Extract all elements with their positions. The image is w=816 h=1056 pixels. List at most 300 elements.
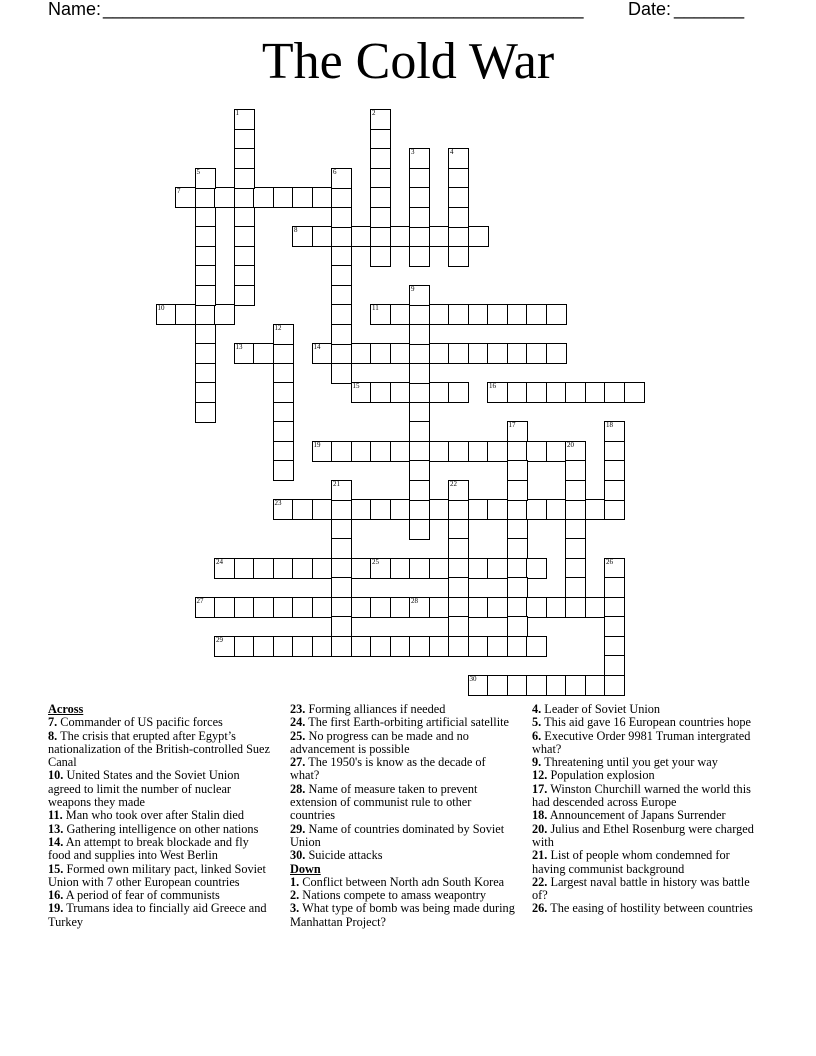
grid-cell[interactable] <box>253 597 274 618</box>
grid-cell[interactable] <box>214 636 235 657</box>
grid-cell[interactable] <box>156 304 177 325</box>
grid-cell[interactable] <box>507 499 528 520</box>
grid-cell[interactable] <box>429 226 450 247</box>
grid-cell[interactable] <box>214 597 235 618</box>
grid-cell[interactable] <box>195 265 216 286</box>
grid-cell[interactable] <box>390 382 411 403</box>
grid-cell[interactable] <box>448 480 469 501</box>
grid-cell[interactable] <box>546 499 567 520</box>
grid-cell[interactable] <box>331 480 352 501</box>
grid-cell[interactable] <box>351 441 372 462</box>
grid-cell[interactable] <box>507 636 528 657</box>
clue-number: 12. <box>532 768 548 783</box>
clue-number: 8 <box>294 226 298 234</box>
grid-cell[interactable] <box>331 363 352 384</box>
name-field[interactable]: ________________________________________________ <box>103 0 584 19</box>
grid-cell[interactable] <box>585 382 606 403</box>
grid-cell[interactable] <box>409 304 430 325</box>
grid-cell[interactable] <box>292 187 313 208</box>
grid-cell[interactable] <box>234 558 255 579</box>
clue-number: 22 <box>450 479 457 488</box>
grid-cell[interactable] <box>195 343 216 364</box>
clue-text: Forming alliances if needed <box>305 702 446 716</box>
grid-cell[interactable] <box>409 363 430 384</box>
grid-cell[interactable] <box>214 304 235 325</box>
grid-cell[interactable] <box>390 441 411 462</box>
grid-cell[interactable] <box>604 460 625 481</box>
grid-cell[interactable] <box>331 441 352 462</box>
grid-cell[interactable] <box>429 636 450 657</box>
across-clue <box>290 703 518 716</box>
grid-cell[interactable] <box>487 558 508 579</box>
grid-cell[interactable] <box>448 382 469 403</box>
grid-cell[interactable] <box>507 519 528 540</box>
name-label: Name: <box>48 0 102 19</box>
grid-cell[interactable] <box>546 441 567 462</box>
grid-cell[interactable] <box>507 577 528 598</box>
grid-cell[interactable] <box>487 499 508 520</box>
grid-cell[interactable] <box>351 382 372 403</box>
grid-cell[interactable] <box>292 558 313 579</box>
grid-cell[interactable] <box>604 636 625 657</box>
grid-cell[interactable] <box>468 597 489 618</box>
grid-cell[interactable] <box>390 343 411 364</box>
grid-cell[interactable] <box>565 597 586 618</box>
grid-cell[interactable] <box>234 285 255 306</box>
grid-cell[interactable] <box>195 285 216 306</box>
grid-cell[interactable] <box>234 129 255 150</box>
grid-cell[interactable] <box>565 577 586 598</box>
grid-cell[interactable] <box>526 597 547 618</box>
grid-cell[interactable] <box>487 343 508 364</box>
grid-cell[interactable] <box>195 402 216 423</box>
grid-cell[interactable] <box>585 675 606 696</box>
clue-text: Largest naval battle in history was battle of? <box>532 874 750 903</box>
down-clue-list <box>290 876 518 929</box>
clue-number: 12 <box>274 323 282 332</box>
grid-cell[interactable] <box>565 480 586 501</box>
page-title: The Cold War <box>261 33 555 90</box>
grid-cell[interactable] <box>273 441 294 462</box>
clue-number: 18. <box>532 808 548 823</box>
grid-cell[interactable] <box>370 382 391 403</box>
grid-cell[interactable] <box>370 148 391 169</box>
grid-cell[interactable] <box>409 421 430 442</box>
grid-cell[interactable] <box>175 187 196 208</box>
grid-cell[interactable] <box>546 597 567 618</box>
down-clue <box>532 730 760 757</box>
grid-cell[interactable] <box>507 616 528 637</box>
clue-number: 4 <box>450 148 454 156</box>
grid-cell[interactable] <box>331 285 352 306</box>
grid-cell[interactable] <box>234 109 255 130</box>
grid-cell[interactable] <box>448 616 469 637</box>
grid-cell[interactable] <box>604 480 625 501</box>
grid-cell[interactable] <box>331 499 352 520</box>
grid-cell[interactable] <box>448 577 469 598</box>
grid-cell[interactable] <box>468 499 489 520</box>
grid-cell[interactable] <box>351 226 372 247</box>
grid-cell[interactable] <box>312 343 333 364</box>
grid-cell[interactable] <box>448 597 469 618</box>
grid-cell[interactable] <box>448 148 469 169</box>
grid-cell[interactable] <box>487 675 508 696</box>
clue-number: 26. <box>532 901 548 916</box>
grid-cell[interactable] <box>292 226 313 247</box>
grid-cell[interactable] <box>312 636 333 657</box>
grid-cell[interactable] <box>468 343 489 364</box>
grid-cell[interactable] <box>351 558 372 579</box>
grid-cell[interactable] <box>234 636 255 657</box>
across-clue <box>290 756 518 783</box>
grid-cell[interactable] <box>565 382 586 403</box>
grid-cell[interactable] <box>370 441 391 462</box>
grid-cell[interactable] <box>370 129 391 150</box>
grid-cell[interactable] <box>370 597 391 618</box>
clue-text: Julius and Ethel Rosenburg were charged with <box>532 821 754 849</box>
grid-cell[interactable] <box>448 246 469 267</box>
grid-cell[interactable] <box>429 343 450 364</box>
grid-cell[interactable] <box>370 499 391 520</box>
grid-cell[interactable] <box>370 109 391 130</box>
clue-text: United States and the Soviet Union agreed to limit the number of nuclear weapons they made <box>48 768 240 810</box>
grid-cell[interactable] <box>273 499 294 520</box>
grid-cell[interactable] <box>507 421 528 442</box>
grid-cell[interactable] <box>468 675 489 696</box>
grid-cell[interactable] <box>312 499 333 520</box>
grid-cell[interactable] <box>253 343 274 364</box>
grid-cell[interactable] <box>195 363 216 384</box>
grid-cell[interactable] <box>195 226 216 247</box>
grid-cell[interactable] <box>526 675 547 696</box>
grid-cell[interactable] <box>565 499 586 520</box>
grid-cell[interactable] <box>604 597 625 618</box>
grid-cell[interactable] <box>312 597 333 618</box>
grid-cell[interactable] <box>390 226 411 247</box>
grid-cell[interactable] <box>312 226 333 247</box>
grid-cell[interactable] <box>175 304 196 325</box>
grid-cell[interactable] <box>195 324 216 345</box>
clue-number: 22. <box>532 874 548 889</box>
grid-cell[interactable] <box>468 226 489 247</box>
grid-cell[interactable] <box>370 246 391 267</box>
grid-cell[interactable] <box>195 207 216 228</box>
grid-cell[interactable] <box>370 304 391 325</box>
grid-cell[interactable] <box>234 187 255 208</box>
grid-cell[interactable] <box>409 597 430 618</box>
grid-cell[interactable] <box>331 577 352 598</box>
grid-cell[interactable] <box>351 343 372 364</box>
clue-text: An attempt to break blockade and fly food and supplies into West Berlin <box>48 834 249 863</box>
grid-cell[interactable] <box>234 246 255 267</box>
grid-cell[interactable] <box>624 382 645 403</box>
grid-cell[interactable] <box>273 402 294 423</box>
down-clue-list-continued <box>532 703 760 916</box>
grid-cell[interactable] <box>409 148 430 169</box>
down-clue <box>532 902 760 915</box>
grid-cell[interactable] <box>331 226 352 247</box>
grid-cell[interactable] <box>351 636 372 657</box>
clue-text: The crisis that erupted after Egypt’s nationalization of the British-controlled Suez Canal <box>48 728 270 770</box>
across-clue <box>290 730 518 757</box>
grid-cell[interactable] <box>234 226 255 247</box>
grid-cell[interactable] <box>604 441 625 462</box>
grid-cell[interactable] <box>448 343 469 364</box>
clue-number: 28. <box>290 781 306 796</box>
grid-cell[interactable] <box>487 636 508 657</box>
grid-cell[interactable] <box>370 168 391 189</box>
grid-cell[interactable] <box>409 558 430 579</box>
clue-text: The easing of hostility between countries <box>547 901 753 916</box>
grid-cell[interactable] <box>409 636 430 657</box>
grid-cell[interactable] <box>331 265 352 286</box>
clue-text: Man who took over after Stalin died <box>62 808 245 823</box>
grid-cell[interactable] <box>429 499 450 520</box>
grid-cell[interactable] <box>565 460 586 481</box>
grid-cell[interactable] <box>370 207 391 228</box>
grid-cell[interactable] <box>448 187 469 208</box>
clue-number: 21 <box>333 479 340 488</box>
grid-cell[interactable] <box>273 636 294 657</box>
clue-number: 7. <box>48 715 58 730</box>
grid-cell[interactable] <box>448 558 469 579</box>
grid-cell[interactable] <box>390 558 411 579</box>
grid-cell[interactable] <box>331 616 352 637</box>
grid-cell[interactable] <box>448 519 469 540</box>
grid-cell[interactable] <box>507 558 528 579</box>
grid-cell[interactable] <box>448 499 469 520</box>
grid-cell[interactable] <box>292 499 313 520</box>
grid-cell[interactable] <box>448 207 469 228</box>
grid-cell[interactable] <box>234 207 255 228</box>
grid-cell[interactable] <box>331 636 352 657</box>
down-clue <box>532 716 760 729</box>
grid-cell[interactable] <box>390 636 411 657</box>
grid-cell[interactable] <box>585 499 606 520</box>
grid-cell[interactable] <box>429 304 450 325</box>
grid-cell[interactable] <box>526 499 547 520</box>
grid-cell[interactable] <box>409 480 430 501</box>
grid-cell[interactable] <box>234 168 255 189</box>
clue-text: Gathering intelligence on other nations <box>63 821 259 836</box>
grid-cell[interactable] <box>273 597 294 618</box>
grid-cell[interactable] <box>604 577 625 598</box>
grid-cell[interactable] <box>331 304 352 325</box>
grid-cell[interactable] <box>565 538 586 559</box>
grid-cell[interactable] <box>507 597 528 618</box>
grid-cell[interactable] <box>195 168 216 189</box>
grid-cell[interactable] <box>234 148 255 169</box>
clue-number: 10 <box>157 304 165 312</box>
grid-cell[interactable] <box>448 441 469 462</box>
grid-cell[interactable] <box>292 636 313 657</box>
grid-cell[interactable] <box>370 558 391 579</box>
grid-cell[interactable] <box>292 597 313 618</box>
grid-cell[interactable] <box>370 343 391 364</box>
grid-cell[interactable] <box>604 616 625 637</box>
grid-cell[interactable] <box>195 304 216 325</box>
grid-cell[interactable] <box>312 441 333 462</box>
grid-cell[interactable] <box>409 246 430 267</box>
clue-number: 9 <box>411 284 415 293</box>
clue-number: 19 <box>313 440 321 449</box>
grid-cell[interactable] <box>390 304 411 325</box>
grid-cell[interactable] <box>507 304 528 325</box>
grid-cell[interactable] <box>487 304 508 325</box>
grid-cell[interactable] <box>429 382 450 403</box>
grid-cell[interactable] <box>604 382 625 403</box>
grid-cell[interactable] <box>253 187 274 208</box>
grid-cell[interactable] <box>273 460 294 481</box>
clue-number: 15. <box>48 861 64 876</box>
grid-cell[interactable] <box>585 597 606 618</box>
grid-cell[interactable] <box>526 558 547 579</box>
grid-cell[interactable] <box>351 499 372 520</box>
grid-cell[interactable] <box>409 324 430 345</box>
grid-cell[interactable] <box>234 343 255 364</box>
grid-cell[interactable] <box>273 187 294 208</box>
date-field[interactable]: _______ <box>674 0 745 19</box>
grid-cell[interactable] <box>448 168 469 189</box>
grid-cell[interactable] <box>604 558 625 579</box>
grid-cell[interactable] <box>234 597 255 618</box>
grid-cell[interactable] <box>409 226 430 247</box>
across-clue <box>48 863 274 890</box>
grid-cell[interactable] <box>487 441 508 462</box>
grid-cell[interactable] <box>507 480 528 501</box>
clue-number: 27 <box>196 596 204 605</box>
grid-cell[interactable] <box>214 187 235 208</box>
clue-number: 4. <box>532 702 542 716</box>
grid-cell[interactable] <box>273 382 294 403</box>
grid-cell[interactable] <box>370 226 391 247</box>
grid-cell[interactable] <box>507 460 528 481</box>
grid-cell[interactable] <box>214 558 235 579</box>
grid-cell[interactable] <box>331 343 352 364</box>
down-heading: Down <box>290 861 321 876</box>
grid-cell[interactable] <box>234 265 255 286</box>
grid-cell[interactable] <box>195 187 216 208</box>
grid-cell[interactable] <box>546 343 567 364</box>
grid-cell[interactable] <box>331 538 352 559</box>
across-clue <box>48 730 274 770</box>
grid-cell[interactable] <box>507 675 528 696</box>
grid-cell[interactable] <box>409 382 430 403</box>
grid-cell[interactable] <box>312 187 333 208</box>
grid-cell[interactable] <box>409 187 430 208</box>
grid-cell[interactable] <box>331 597 352 618</box>
grid-cell[interactable] <box>526 636 547 657</box>
grid-cell[interactable] <box>409 441 430 462</box>
grid-cell[interactable] <box>409 168 430 189</box>
grid-cell[interactable] <box>487 597 508 618</box>
grid-cell[interactable] <box>565 441 586 462</box>
across-clue-list-continued <box>290 703 518 863</box>
grid-cell[interactable] <box>370 187 391 208</box>
grid-cell[interactable] <box>273 421 294 442</box>
grid-cell[interactable] <box>448 304 469 325</box>
grid-cell[interactable] <box>409 499 430 520</box>
grid-cell[interactable] <box>409 519 430 540</box>
grid-cell[interactable] <box>409 285 430 306</box>
grid-cell[interactable] <box>331 519 352 540</box>
down-clue <box>532 703 760 716</box>
grid-cell[interactable] <box>448 538 469 559</box>
grid-cell[interactable] <box>409 460 430 481</box>
grid-cell[interactable] <box>507 441 528 462</box>
grid-cell[interactable] <box>448 636 469 657</box>
grid-cell[interactable] <box>487 382 508 403</box>
grid-cell[interactable] <box>253 636 274 657</box>
grid-cell[interactable] <box>507 343 528 364</box>
grid-cell[interactable] <box>390 597 411 618</box>
grid-cell[interactable] <box>331 207 352 228</box>
grid-cell[interactable] <box>429 558 450 579</box>
across-clue <box>290 849 518 862</box>
grid-cell[interactable] <box>195 597 216 618</box>
grid-cell[interactable] <box>331 558 352 579</box>
grid-cell[interactable] <box>195 382 216 403</box>
grid-cell[interactable] <box>195 246 216 267</box>
grid-cell[interactable] <box>604 421 625 442</box>
grid-cell[interactable] <box>331 168 352 189</box>
grid-cell[interactable] <box>409 207 430 228</box>
grid-cell[interactable] <box>546 382 567 403</box>
grid-cell[interactable] <box>507 382 528 403</box>
clue-number: 3. <box>290 901 300 916</box>
grid-cell[interactable] <box>273 343 294 364</box>
grid-cell[interactable] <box>526 441 547 462</box>
grid-cell[interactable] <box>331 246 352 267</box>
across-clue <box>48 769 274 809</box>
grid-cell[interactable] <box>565 519 586 540</box>
grid-cell[interactable] <box>273 324 294 345</box>
grid-cell[interactable] <box>351 597 372 618</box>
grid-cell[interactable] <box>370 636 391 657</box>
grid-cell[interactable] <box>390 499 411 520</box>
grid-cell[interactable] <box>273 558 294 579</box>
grid-cell[interactable] <box>604 499 625 520</box>
grid-cell[interactable] <box>526 343 547 364</box>
grid-cell[interactable] <box>526 382 547 403</box>
grid-cell[interactable] <box>468 636 489 657</box>
grid-cell[interactable] <box>546 675 567 696</box>
grid-cell[interactable] <box>429 441 450 462</box>
grid-cell[interactable] <box>604 675 625 696</box>
clue-number: 20 <box>567 440 574 449</box>
grid-cell[interactable] <box>604 655 625 676</box>
grid-cell[interactable] <box>409 343 430 364</box>
grid-cell[interactable] <box>429 597 450 618</box>
grid-cell[interactable] <box>253 558 274 579</box>
grid-cell[interactable] <box>273 363 294 384</box>
grid-cell[interactable] <box>468 441 489 462</box>
grid-cell[interactable] <box>409 402 430 423</box>
clue-number: 29. <box>290 821 306 836</box>
clue-text: Leader of Soviet Union <box>541 702 661 716</box>
grid-cell[interactable] <box>546 304 567 325</box>
grid-cell[interactable] <box>468 304 489 325</box>
grid-cell[interactable] <box>331 324 352 345</box>
grid-cell[interactable] <box>565 558 586 579</box>
grid-cell[interactable] <box>507 538 528 559</box>
grid-cell[interactable] <box>312 558 333 579</box>
grid-cell[interactable] <box>565 675 586 696</box>
grid-cell[interactable] <box>526 304 547 325</box>
grid-cell[interactable] <box>468 558 489 579</box>
grid-cell[interactable] <box>331 187 352 208</box>
grid-cell[interactable] <box>448 226 469 247</box>
